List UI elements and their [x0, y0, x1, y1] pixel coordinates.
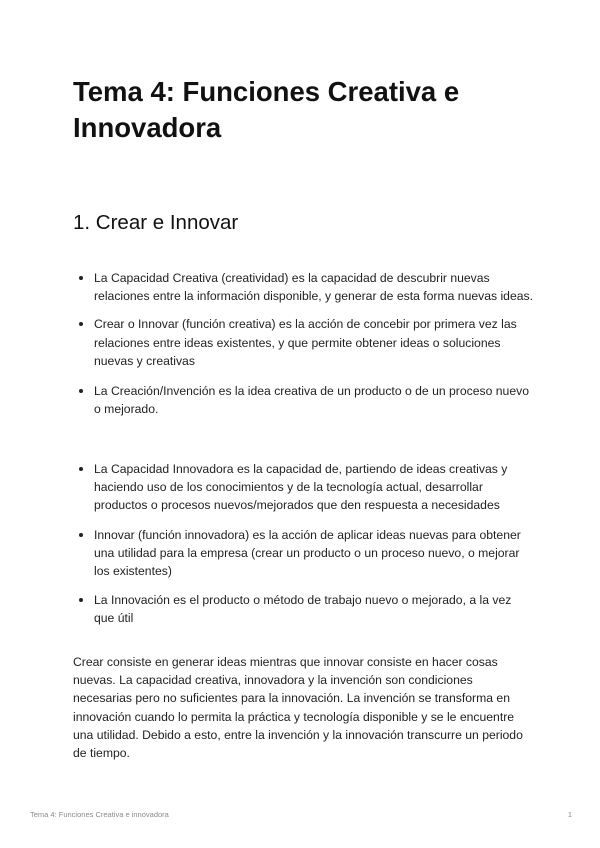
list-item	[73, 315, 533, 370]
footer-title: Tema 4: Funciones Creativa e innovadora	[30, 810, 169, 819]
bullet-icon	[79, 598, 83, 602]
list-item	[73, 460, 533, 515]
list-item-text: Innovar (función innovadora) es la acción de aplicar ideas nuevas para obtener una utilidad para la empresa (crear un producto o un proceso nuevo, o mejorar los existentes)	[94, 527, 521, 579]
list-item-text: La Creación/Invención es la idea creativa de un producto o de un proceso nuevo o mejorado.	[94, 384, 529, 417]
bullet-icon	[79, 533, 83, 537]
bullet-icon	[79, 322, 83, 326]
bullet-list-creativity	[73, 269, 533, 418]
list-item	[73, 269, 533, 305]
list-item-text: La Capacidad Innovadora es la capacidad de, partiendo de ideas creativas y haciendo uso de los conocimientos y de la tecnología actual, desarrollar productos o procesos nuevos/mejorados que den respuesta a necesidades	[94, 462, 508, 513]
list-item-text: La Innovación es el producto o método de trabajo nuevo o mejorado, a la vez que útil	[94, 593, 512, 626]
bullet-list-innovation	[73, 460, 533, 628]
section-heading: 1. Crear e Innovar	[73, 211, 239, 234]
page-number: 1	[567, 810, 572, 819]
page-title: Tema 4: Funciones Creativa e Innovadora	[73, 76, 460, 143]
list-item-text: La Capacidad Creativa (creatividad) es la capacidad de descubrir nuevas relaciones entre la información disponible, y generar de esta forma nuevas ideas.	[94, 271, 533, 304]
list-item	[73, 382, 533, 418]
bullet-icon	[79, 276, 83, 280]
list-item	[73, 526, 533, 581]
bullet-icon	[79, 467, 83, 471]
bullet-icon	[79, 389, 83, 393]
body-paragraph: Crear consiste en generar ideas mientras que innovar consiste en hacer cosas nuevas. La capacidad creativa, innovadora y la invención son condiciones necesarias pero no suficientes para la innovación. La invención se transforma en innovación cuando lo permita la práctica y tecnología disponible y se le encuentre una utilidad. Debido a esto, entre la invención y la innovación transcurre un periodo de tiempo.	[73, 655, 523, 761]
list-item	[73, 591, 533, 627]
list-item-text: Crear o Innovar (función creativa) es la acción de concebir por primera vez las relaciones entre ideas existentes, y que permite obtener ideas o soluciones nuevas y creativas	[94, 317, 517, 368]
